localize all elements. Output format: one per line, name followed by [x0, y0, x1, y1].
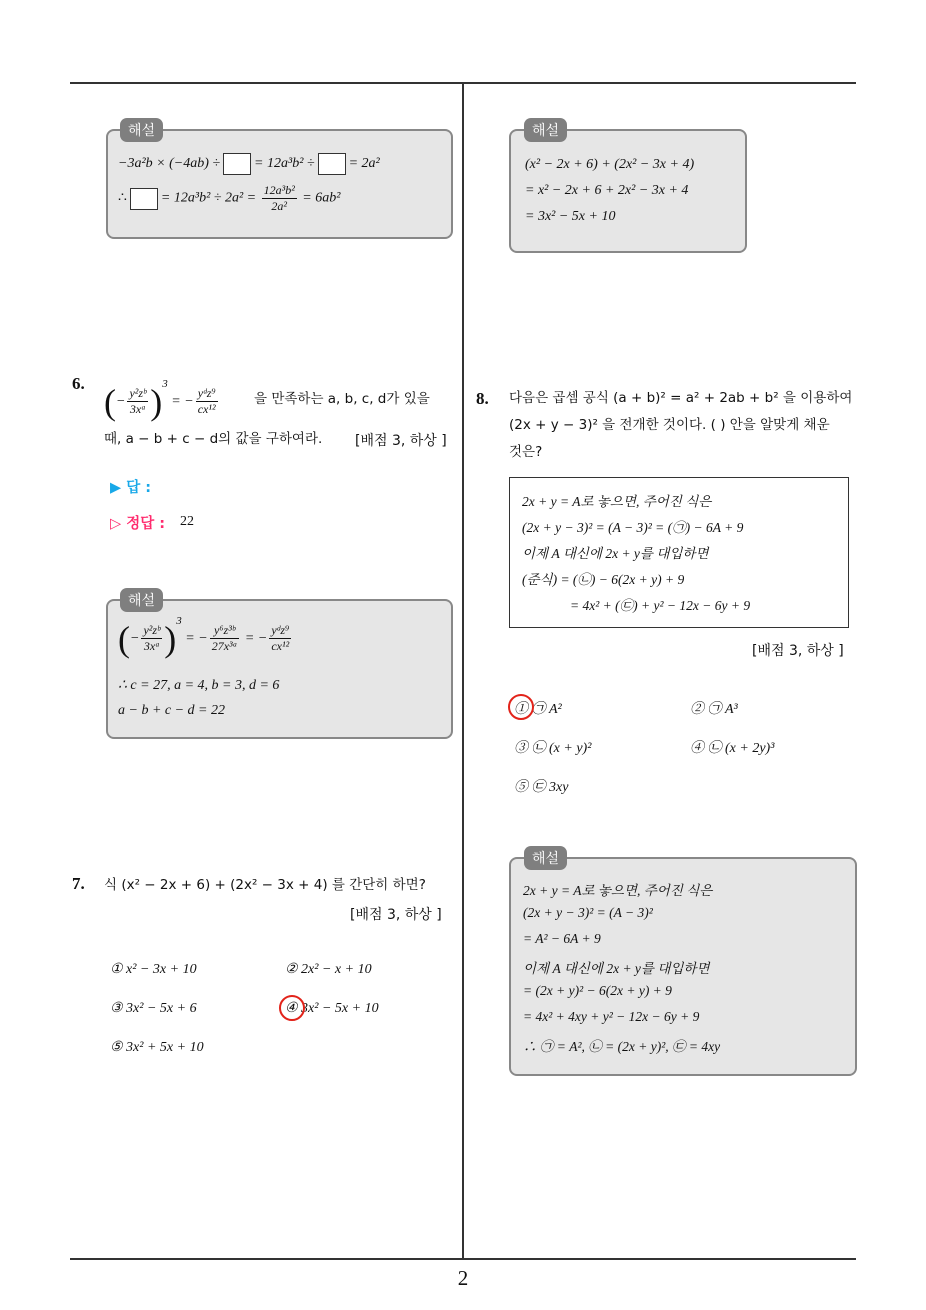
q6-rhs-denominator: cx¹²: [197, 402, 216, 417]
q7-selected-mark: [279, 995, 305, 1021]
q8-box-line-3: 이제 A 대신에 2x + y를 대입하면: [522, 546, 709, 561]
left-paren: (: [104, 381, 116, 422]
q6-sol-frac2-den: 27x³ᵃ: [211, 639, 238, 654]
q6-answer-label: ▶ 답 :: [110, 480, 152, 496]
q6-solution-box: [106, 599, 453, 739]
page-number: 2: [457, 1266, 469, 1290]
q7-option-5[interactable]: ⑤ 3x² + 5x + 10: [110, 1040, 204, 1055]
q6-correct-label: ▷ 정답 :: [110, 516, 166, 532]
column-divider: [462, 82, 464, 1259]
q8-text-line-2: (2x + y − 3)² 을 전개한 것이다. ( ) 안을 알맞게 채운: [509, 417, 830, 433]
q7-option-3[interactable]: ③ 3x² − 5x + 6: [110, 1001, 197, 1016]
q6-sol-frac1-den: 3xᵃ: [143, 639, 160, 654]
q6-correct-value: 22: [180, 514, 194, 529]
q5-solution-box: [106, 129, 453, 239]
q6-sol-frac2-num: y⁶z³ᵇ: [210, 623, 240, 639]
q5-line2-part-c: = 6ab²: [302, 190, 341, 206]
q6-sol-line1: (− $\frac{\text{y²zᵇ}}{\text{3xᵃ}}$ )$^3$ = − $\frac{\text{y⁶z³ᵇ}}{\text{27x³ᵃ}}$ = − $\frac{\text{yᵈz⁹}}{\text{cx¹²}}$: [118, 615, 290, 659]
q8-option-1[interactable]: ① ㉠ A²: [514, 702, 562, 717]
q8-option-5[interactable]: ⑤ ㉢ 3xy: [514, 780, 569, 795]
q6-score: [배점 3, 하상 ]: [355, 433, 447, 449]
q8-sol-line-1: 2x + y = A로 놓으면, 주어진 식은: [523, 883, 713, 898]
page-bottom-rule: [70, 1258, 856, 1260]
q6-sol-frac2: [210, 623, 240, 654]
q6-rhs-numerator: yᵈz⁹: [197, 386, 216, 401]
q5-line1-part-c: = 2a²: [348, 156, 380, 172]
q7-sol-line-1: (x² − 2x + 6) + (2x² − 3x + 4): [525, 157, 695, 172]
q5-frac-numerator: 12a³b²: [263, 183, 295, 197]
q7-option-4[interactable]: ④ 3x² − 5x + 10: [285, 1001, 379, 1016]
q6-sol-frac3-den: cx¹²: [271, 639, 290, 654]
q5-solution-line1: [118, 153, 380, 175]
q6-text-line2: 때, a − b + c − d의 값을 구하여라.: [104, 431, 323, 447]
q6-rhs-fraction: [196, 386, 218, 417]
q8-box-line-1: 2x + y = A로 놓으면, 주어진 식은: [522, 494, 712, 509]
q8-text-line-3: 것은?: [509, 444, 543, 460]
q8-option-3[interactable]: ③ ㉡ (x + y)²: [514, 741, 592, 756]
q8-selected-mark: [508, 694, 534, 720]
q5-line1-part-a: −3a²b × (−4ab) ÷: [118, 156, 221, 172]
q6-sol-line2: ∴ c = 27, a = 4, b = 3, d = 6: [118, 678, 280, 693]
q8-option-4[interactable]: ④ ㉡ (x + 2y)³: [690, 741, 775, 756]
therefore-symbol: ∴: [118, 190, 127, 206]
q5-line1-part-b: = 12a³b² ÷: [254, 156, 315, 172]
q6-lhs-numerator: y²zᵇ: [129, 386, 147, 401]
q6-equals: = −: [171, 394, 194, 409]
q5-frac-denominator: 2a²: [271, 199, 287, 213]
q7-solution-box: [509, 129, 747, 253]
q8-sol-line-6: = 4x² + 4xy + y² − 12x − 6y + 9: [523, 1009, 700, 1024]
q7-sol-line-2: = x² − 2x + 6 + 2x² − 3x + 4: [525, 183, 689, 198]
q6-sol-frac1-num: y²zᵇ: [143, 623, 161, 638]
q8-box-line-5: = 4x² + (㉢) + y² − 12x − 6y + 9: [570, 598, 751, 613]
q8-sol-line-7: ∴ ㉠ = A², ㉡ = (2x + y)², ㉢ = 4xy: [523, 1039, 721, 1054]
q5-blank-box: [130, 188, 158, 210]
right-paren: ): [164, 618, 177, 659]
q6-sol-frac3: [269, 623, 291, 654]
q7-sol-line-3: = 3x² − 5x + 10: [525, 209, 616, 224]
q6-lhs-denominator: 3xᵃ: [129, 402, 146, 417]
q5-solution-line2: [118, 183, 340, 214]
q5-solution-tab: 해설: [120, 118, 163, 142]
q8-sol-line-2: (2x + y − 3)² = (A − 3)²: [523, 905, 653, 920]
q8-option-2[interactable]: ② ㉠ A³: [690, 702, 738, 717]
right-paren: ): [150, 381, 163, 422]
q8-score: [배점 3, 하상 ]: [752, 643, 844, 659]
q8-text-line-1: 다음은 곱셈 공식 (a + b)² = a² + 2ab + b² 을 이용하여: [509, 390, 853, 406]
q6-number: 6.: [72, 374, 85, 393]
q6-sol-frac1: [141, 623, 162, 654]
q8-box-line-2: (2x + y − 3)² = (A − 3)² = (㉠) − 6A + 9: [522, 520, 744, 535]
q6-lhs-fraction: [127, 386, 148, 417]
q6-text-line1: 을 만족하는 a, b, c, d가 있을: [254, 391, 430, 407]
q6-sol-power: 3: [176, 615, 182, 627]
q8-sol-line-3: = A² − 6A + 9: [523, 931, 601, 946]
q5-fraction: [262, 183, 297, 214]
q8-number: 8.: [476, 389, 489, 408]
q7-solution-tab: 해설: [524, 118, 567, 142]
q8-sol-line-5: = (2x + y)² − 6(2x + y) + 9: [523, 983, 672, 998]
q7-text: 식 (x² − 2x + 6) + (2x² − 3x + 4) 를 간단히 하면?: [104, 877, 426, 893]
q8-solution-tab: 해설: [524, 846, 567, 870]
q8-solution-box: [509, 857, 857, 1076]
q8-problem-box: [509, 477, 849, 628]
q5-blank-box: [318, 153, 346, 175]
q7-number: 7.: [72, 874, 85, 893]
left-paren: (: [118, 618, 130, 659]
q6-solution-tab: 해설: [120, 588, 163, 612]
q6-sol-line3: a − b + c − d = 22: [118, 703, 226, 718]
q8-sol-line-4: 이제 A 대신에 2x + y를 대입하면: [523, 961, 710, 976]
q8-box-line-4: (준식) = (㉡) − 6(2x + y) + 9: [522, 572, 685, 587]
q5-line2-part-b: = 12a³b² ÷ 2a² =: [160, 190, 257, 206]
q6-expression: (− $\frac{\text{y²zᵇ}}{\text{3xᵃ}}$ )$^3$ = − $\frac{\text{yᵈz⁹}}{\text{cx¹²}}$: [104, 378, 216, 422]
q6-power: 3: [162, 378, 168, 390]
q5-blank-box: [223, 153, 251, 175]
q7-option-1[interactable]: ① x² − 3x + 10: [110, 962, 197, 977]
q7-option-2[interactable]: ② 2x² − x + 10: [285, 962, 372, 977]
q6-sol-frac3-num: yᵈz⁹: [271, 623, 290, 638]
q7-score: [배점 3, 하상 ]: [350, 907, 442, 923]
